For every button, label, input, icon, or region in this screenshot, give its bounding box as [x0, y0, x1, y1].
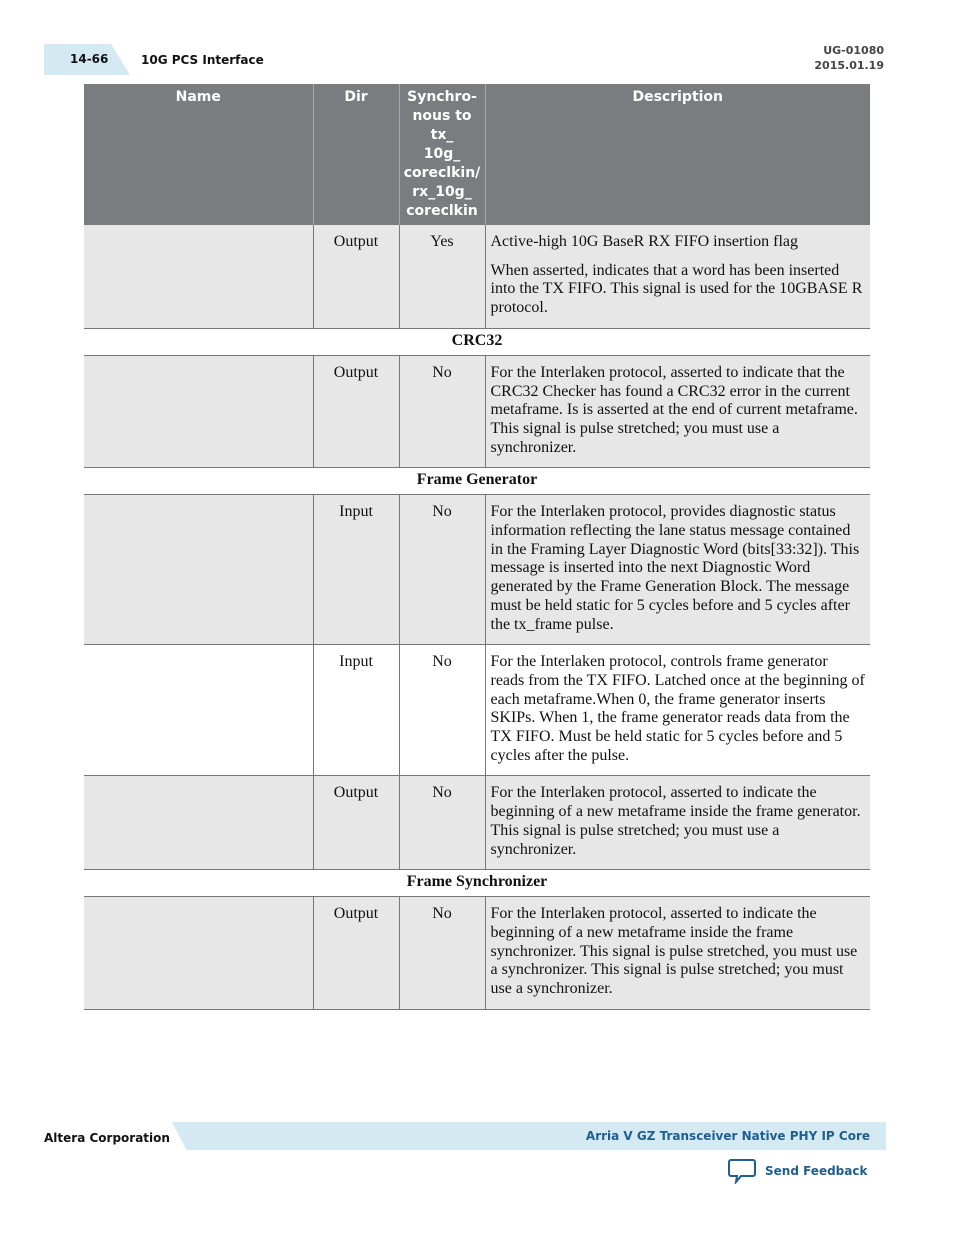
description-cell: [485, 776, 870, 870]
table-row: [84, 897, 870, 1010]
doc-info: [814, 43, 884, 73]
column-header-description: Description: [485, 84, 870, 225]
description-paragraph: For the Interlaken protocol, provides diagnostic status information reflecting the lane status message contained in the Framing Layer Diagnostic Word (bits[33:32]). This message is inserted into the next Diagnostic Word generated by the Frame Generation Block. The message must be held static for 5 cycles before and 5 cycles after the tx_frame pulse.: [490, 503, 860, 633]
description-paragraph: For the Interlaken protocol, asserted to indicate the beginning of a new metaframe inside the frame generator. This signal is pulse stretched; you must use a synchronizer.: [490, 784, 861, 858]
sync-cell: No: [399, 897, 485, 1010]
column-header-sync: Synchro- nous to tx_ 10g_ coreclkin/ rx_10g_ coreclkin: [399, 84, 485, 225]
speech-bubble-icon: [727, 1158, 757, 1184]
group-label: Frame Generator: [84, 468, 870, 495]
sync-cell: Yes: [399, 225, 485, 328]
table-row: [84, 645, 870, 776]
description-paragraph: For the Interlaken protocol, asserted to indicate that the CRC32 Checker has found a CRC32 error in the current metaframe. Is is asserted at the end of current metaframe. This signal is pulse stretched; you must use a synchronizer.: [490, 363, 858, 456]
doc-date: 2015.01.19: [814, 59, 884, 72]
table-row: [84, 776, 870, 870]
table-body: [84, 225, 870, 1009]
description-paragraph: For the Interlaken protocol, controls frame generator reads from the TX FIFO. Latched once at the beginning of each metaframe.When 0, the frame generator inserts SKIPs. When 1, the frame generator reads data from the TX FIFO. Must be held static for 5 cycles before and 5 cycles after the pulse.: [490, 653, 865, 764]
column-header-dir: Dir: [313, 84, 399, 225]
description-cell: [485, 225, 870, 328]
send-feedback-link[interactable]: [727, 1158, 867, 1184]
column-header-name: Name: [84, 84, 313, 225]
signal-name-cell: [84, 355, 313, 468]
signal-name-cell: [84, 225, 313, 328]
table-header-row: [84, 84, 870, 225]
signal-name-cell: [84, 645, 313, 776]
sync-cell: No: [399, 776, 485, 870]
group-header-row: [84, 328, 870, 355]
description-cell: [485, 645, 870, 776]
group-header-row: [84, 870, 870, 897]
description-cell: [485, 495, 870, 645]
direction-cell: Output: [313, 355, 399, 468]
table-row: [84, 495, 870, 645]
signal-name-cell: [84, 897, 313, 1010]
product-title: Arria V GZ Transceiver Native PHY IP Core: [585, 1129, 870, 1143]
signal-name-cell: [84, 495, 313, 645]
table-row: [84, 225, 870, 328]
description-paragraph: Active-high 10G BaseR RX FIFO insertion flag: [490, 233, 799, 250]
direction-cell: Output: [313, 897, 399, 1010]
group-label: CRC32: [84, 328, 870, 355]
signal-name-cell: [84, 776, 313, 870]
direction-cell: Input: [313, 495, 399, 645]
sync-cell: No: [399, 495, 485, 645]
page-number: 14-66: [70, 52, 109, 66]
send-feedback-label: Send Feedback: [765, 1164, 868, 1178]
company-name: Altera Corporation: [44, 1131, 170, 1145]
group-header-row: [84, 468, 870, 495]
sync-cell: No: [399, 355, 485, 468]
direction-cell: Output: [313, 225, 399, 328]
section-title: 10G PCS Interface: [141, 53, 264, 67]
group-label: Frame Synchronizer: [84, 870, 870, 897]
direction-cell: Input: [313, 645, 399, 776]
signal-table: [84, 84, 870, 1010]
sync-cell: No: [399, 645, 485, 776]
doc-id: UG-01080: [823, 44, 884, 57]
direction-cell: Output: [313, 776, 399, 870]
description-cell: [485, 355, 870, 468]
description-paragraph: For the Interlaken protocol, asserted to indicate the beginning of a new metaframe inside the frame synchronizer. This signal is pulse stretched, you must use a synchronizer. This signal is pulse stretched; you must use a synchronizer.: [490, 905, 858, 998]
description-cell: [485, 897, 870, 1010]
description-paragraph: When asserted, indicates that a word has been inserted into the TX FIFO. This signal is used for the 10GBASE R protocol.: [490, 261, 863, 317]
table-row: [84, 355, 870, 468]
